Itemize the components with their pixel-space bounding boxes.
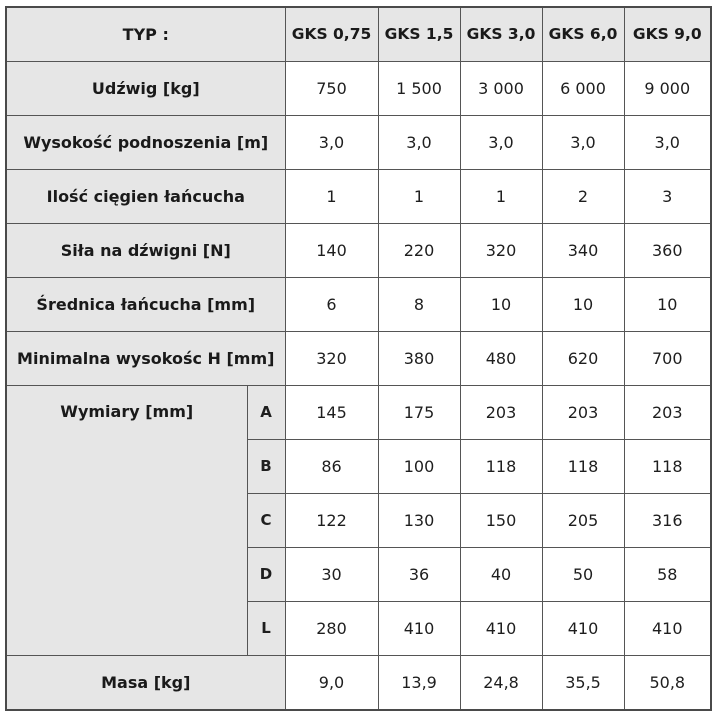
model-header: GKS 1,5 — [378, 7, 460, 61]
table-cell: 3,0 — [460, 115, 542, 169]
table-cell: 3 000 — [460, 61, 542, 115]
table-cell: 50,8 — [624, 655, 711, 710]
table-cell: 410 — [378, 601, 460, 655]
table-cell: 3 — [624, 169, 711, 223]
row-label: Masa [kg] — [6, 655, 285, 710]
table-cell: 205 — [542, 493, 624, 547]
row-label: Ilość cięgien łańcucha — [6, 169, 285, 223]
table-cell: 6 — [285, 277, 378, 331]
table-cell: 6 000 — [542, 61, 624, 115]
table-cell: 2 — [542, 169, 624, 223]
table-cell: 10 — [624, 277, 711, 331]
table-cell: 1 — [285, 169, 378, 223]
table-cell: 175 — [378, 385, 460, 439]
table-cell: 36 — [378, 547, 460, 601]
table-cell: 320 — [460, 223, 542, 277]
table-cell: 410 — [460, 601, 542, 655]
model-header: GKS 6,0 — [542, 7, 624, 61]
table-cell: 1 — [460, 169, 542, 223]
table-row — [6, 655, 711, 710]
table-cell: 1 500 — [378, 61, 460, 115]
table-cell: 9,0 — [285, 655, 378, 710]
table-cell: 1 — [378, 169, 460, 223]
table-cell: 145 — [285, 385, 378, 439]
table-cell: 220 — [378, 223, 460, 277]
table-cell: 10 — [542, 277, 624, 331]
model-header: GKS 9,0 — [624, 7, 711, 61]
specification-table — [5, 6, 712, 711]
header-row — [6, 7, 711, 61]
dimension-key: A — [247, 385, 285, 439]
table-cell: 620 — [542, 331, 624, 385]
table-cell: 203 — [542, 385, 624, 439]
dimension-key: B — [247, 439, 285, 493]
dimensions-label: Wymiary [mm] — [6, 385, 247, 655]
dimension-key: C — [247, 493, 285, 547]
table-cell: 340 — [542, 223, 624, 277]
table-cell: 13,9 — [378, 655, 460, 710]
type-header: TYP : — [6, 7, 285, 61]
dimension-key: D — [247, 547, 285, 601]
table-cell: 50 — [542, 547, 624, 601]
table-row — [6, 115, 711, 169]
table-cell: 3,0 — [624, 115, 711, 169]
table-cell: 8 — [378, 277, 460, 331]
table-cell: 118 — [460, 439, 542, 493]
table-cell: 360 — [624, 223, 711, 277]
table-row — [6, 331, 711, 385]
table-cell: 58 — [624, 547, 711, 601]
table-row — [6, 385, 711, 439]
row-label: Minimalna wysokośc H [mm] — [6, 331, 285, 385]
table-cell: 118 — [624, 439, 711, 493]
table-cell: 280 — [285, 601, 378, 655]
table-cell: 203 — [624, 385, 711, 439]
table-cell: 10 — [460, 277, 542, 331]
table-cell: 410 — [542, 601, 624, 655]
table-cell: 3,0 — [378, 115, 460, 169]
table-cell: 320 — [285, 331, 378, 385]
table-cell: 40 — [460, 547, 542, 601]
table-cell: 150 — [460, 493, 542, 547]
table-cell: 380 — [378, 331, 460, 385]
model-header: GKS 0,75 — [285, 7, 378, 61]
table-cell: 30 — [285, 547, 378, 601]
table-cell: 140 — [285, 223, 378, 277]
table-row — [6, 61, 711, 115]
table-cell: 122 — [285, 493, 378, 547]
table-cell: 24,8 — [460, 655, 542, 710]
table-cell: 480 — [460, 331, 542, 385]
row-label: Udźwig [kg] — [6, 61, 285, 115]
table-cell: 3,0 — [542, 115, 624, 169]
table-cell: 750 — [285, 61, 378, 115]
table-cell: 100 — [378, 439, 460, 493]
table-cell: 118 — [542, 439, 624, 493]
table-cell: 35,5 — [542, 655, 624, 710]
table-row — [6, 277, 711, 331]
table-row — [6, 223, 711, 277]
table-row — [6, 169, 711, 223]
dimension-key: L — [247, 601, 285, 655]
table-cell: 203 — [460, 385, 542, 439]
table-cell: 3,0 — [285, 115, 378, 169]
row-label: Siła na dźwigni [N] — [6, 223, 285, 277]
row-label: Wysokość podnoszenia [m] — [6, 115, 285, 169]
table-cell: 700 — [624, 331, 711, 385]
table-cell: 9 000 — [624, 61, 711, 115]
table-cell: 86 — [285, 439, 378, 493]
row-label: Średnica łańcucha [mm] — [6, 277, 285, 331]
table-cell: 410 — [624, 601, 711, 655]
table-cell: 316 — [624, 493, 711, 547]
model-header: GKS 3,0 — [460, 7, 542, 61]
table-cell: 130 — [378, 493, 460, 547]
